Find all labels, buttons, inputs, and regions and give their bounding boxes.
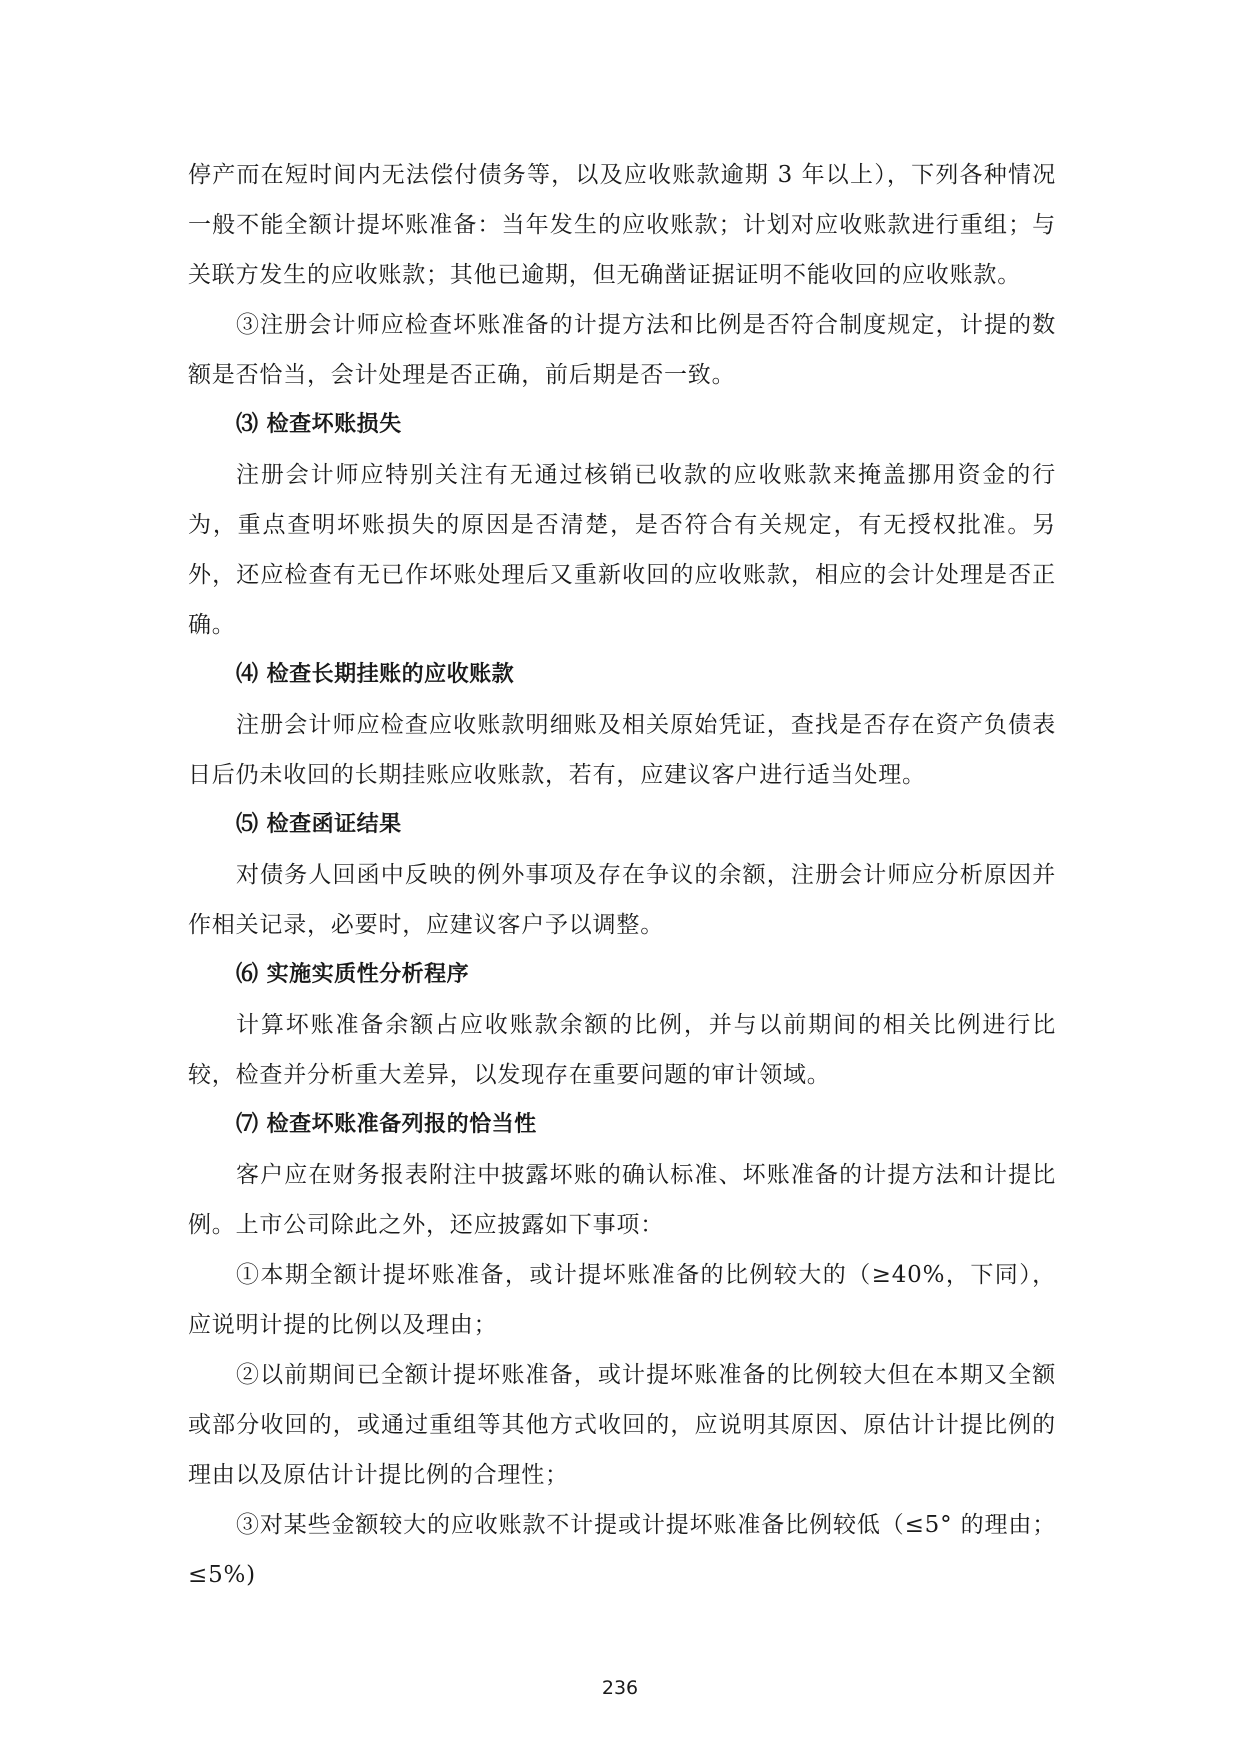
section-heading-3: ⑶ 检查坏账损失 [236, 412, 402, 437]
paragraph-item-3-method-check: ③注册会计师应检查坏账准备的计提方法和比例是否符合制度规定，计提的数额是否恰当，会计处理是否正确，前后期是否一致。 [188, 312, 1056, 388]
page-number: 236 [601, 1677, 639, 1699]
paragraph-continuation: 停产而在短时间内无法偿付债务等，以及应收账款逾期 3 年以上），下列各种情况一般不能全额计提坏账准备：当年发生的应收账款；计划对应收账款进行重组；与关联方发生的应收账款；其他已逾期，但无确凿证据证明不能收回的应收账款。 [188, 162, 1056, 288]
paragraph-disclosure-item-3: ③对某些金额较大的应收账款不计提或计提坏账准备比例较低（≤5° 的理由；≤5%) [188, 1512, 1056, 1588]
paragraph-confirmation-results: 对债务人回函中反映的例外事项及存在争议的余额，注册会计师应分析原因并作相关记录，必要时，应建议客户予以调整。 [188, 862, 1056, 938]
paragraph-long-term-receivables: 注册会计师应检查应收账款明细账及相关原始凭证，查找是否存在资产负债表日后仍未收回的长期挂账应收账款，若有，应建议客户进行适当处理。 [188, 712, 1056, 788]
paragraph-disclosure-item-1: ①本期全额计提坏账准备，或计提坏账准备的比例较大的（≥40%，下同），应说明计提的比例以及理由； [188, 1262, 1056, 1338]
paragraph-disclosure: 客户应在财务报表附注中披露坏账的确认标准、坏账准备的计提方法和计提比例。上市公司除此之外，还应披露如下事项： [188, 1162, 1056, 1238]
paragraph-bad-debt-loss: 注册会计师应特别关注有无通过核销已收款的应收账款来掩盖挪用资金的行为，重点查明坏账损失的原因是否清楚，是否符合有关规定，有无授权批准。另外，还应检查有无已作坏账处理后又重新收回的应收账款，相应的会计处理是否正确。 [188, 462, 1056, 638]
page-body [188, 150, 1056, 1600]
section-heading-4: ⑷ 检查长期挂账的应收账款 [236, 662, 515, 687]
paragraph-analytical-procedures: 计算坏账准备余额占应收账款余额的比例，并与以前期间的相关比例进行比较，检查并分析重大差异，以发现存在重要问题的审计领域。 [188, 1012, 1056, 1088]
section-heading-7: ⑺ 检查坏账准备列报的恰当性 [236, 1112, 537, 1137]
section-heading-6: ⑹ 实施实质性分析程序 [236, 962, 470, 987]
paragraph-disclosure-item-2: ②以前期间已全额计提坏账准备，或计提坏账准备的比例较大但在本期又全额或部分收回的，或通过重组等其他方式收回的，应说明其原因、原估计计提比例的理由以及原估计计提比例的合理性； [188, 1362, 1056, 1488]
section-heading-5: ⑸ 检查函证结果 [236, 812, 402, 837]
